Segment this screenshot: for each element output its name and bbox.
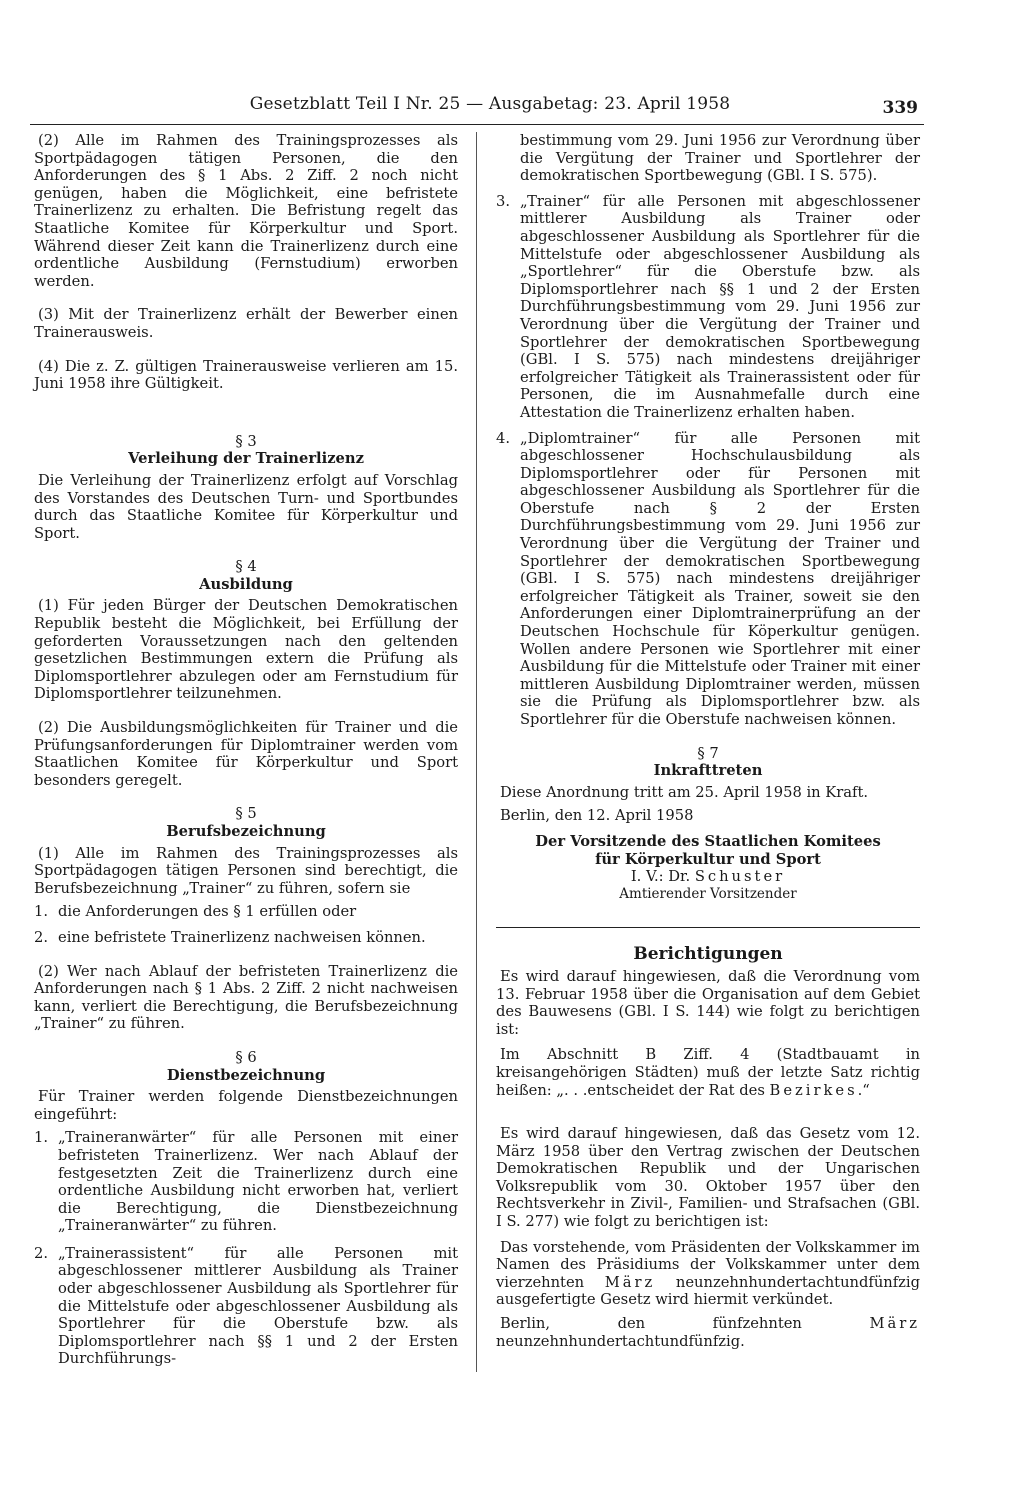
left-column — [34, 132, 458, 1368]
section-rule — [496, 927, 920, 928]
correction-2-text: Es wird darauf hingewiesen, daß das Gesetz vom 12. März 1958 über den Vertrag zwischen der Deutschen Demokratischen Republik und der Ungarischen Volksrepublik vom 30. Oktober 1957 über den Rechtsverkehr in Zivil-, Familien- und Strafsachen (GBl. I S. 277) wie folgt zu berichtigen ist: — [496, 1125, 920, 1231]
section-6-number: § 6 — [235, 1048, 257, 1066]
signature-role: Amtierender Vorsitzender — [619, 885, 797, 902]
correction-1-quote: Im Abschnitt B Ziff. 4 (Stadtbauamt in kreisangehörigen Städten) muß der letzte Satz richtig heißen: „. . .entscheidet der Rat des Bezirkes.“ — [496, 1046, 920, 1099]
correction-2-closing: Berlin, den fünfzehnten März neunzehnhundertachtundfünfzig. — [496, 1315, 920, 1350]
list-item: 1. „Traineranwärter“ für alle Personen mit einer befristeten Trainerlizenz. Wer nach Ablauf der festgesetzten Zeit die Trainerlizenz durch eine ordentliche Ausbildung nicht erworben hat, verliert die Berechtigung, die Dienstbezeichnung „Traineranwärter“ zu führen. — [34, 1129, 458, 1235]
section-4-paragraph-2: (2) Die Ausbildungsmöglichkeiten für Trainer und die Prüfungsanforderungen für Diplomtrainer werden vom Staatlichen Komitee für Körperkultur und Sport besonders geregelt. — [34, 719, 458, 789]
section-6-intro: Für Trainer werden folgende Dienstbezeichnungen eingeführt: — [34, 1088, 458, 1123]
list-item: 4. „Diplomtrainer“ für alle Personen mit abgeschlossener Hochschulausbildung als Diplomsportlehrer oder für Personen mit abgeschlossener Ausbildung als Sportlehrer für die Oberstufe nach § 2 der Ersten Durchführungsbestimmung vom 29. Juni 1956 zur Verordnung über die Vergütung der Trainer und Sportlehrer der demokratischen Sportbewegung (GBl. I S. 575) nach mindestens dreijähriger erfolgreicher Tätigkeit als Trainer, soweit sie den Anforderungen einer Diplomtrainerprüfung an der Deutschen Hochschule für Köperkultur genügen. Wollen andere Personen wie Sportlehrer mit einer Ausbildung für die Mittelstufe oder Trainer mit einer mittleren Ausbildung Diplomtrainer werden, müssen sie die Prüfung als Diplomsportlehrer bzw. als Sportlehrer für die Oberstufe nachweisen können. — [496, 429, 920, 728]
list-item: 2. „Trainerassistent“ für alle Personen mit abgeschlossener mittlerer Ausbildung als Trainer oder abgeschlossener Ausbildung als Sportlehrer für die Mittelstufe oder abgeschlossener Ausbildung als Sportlehrer für die Oberstufe bzw. als Diplomsportlehrer nach §§ 1 und 2 der Ersten Durchführungs- — [34, 1244, 458, 1368]
signature-name: Schuster — [694, 868, 786, 886]
list-item-continuation: bestimmung vom 29. Juni 1956 zur Verordnung über die Vergütung der Trainer und Sportlehrer der demokratischen Sportbewegung (GBl. I S. 575). — [520, 132, 920, 185]
section-6-title: Dienstbezeichnung — [166, 1066, 326, 1084]
header-title: Gesetzblatt Teil I Nr. 25 — Ausgabetag: 23. April 1958 — [249, 94, 731, 114]
paragraph-2-3: (3) Mit der Trainerlizenz erhält der Bewerber einen Trainerausweis. — [34, 306, 458, 341]
right-column — [496, 132, 920, 1350]
list-item: 2. eine befristete Trainerlizenz nachweisen können. — [34, 928, 426, 946]
page-header — [30, 94, 924, 125]
section-7-number: § 7 — [697, 744, 719, 762]
correction-2-quote: Das vorstehende, vom Präsidenten der Volkskammer im Namen des Präsidiums der Volkskammer unter dem vierzehnten März neunzehnhundertachtundfünfzig ausgefertigte Gesetz wird hiermit verkündet. — [496, 1238, 921, 1309]
paragraph-2-4: (4) Die z. Z. gültigen Trainerausweise verlieren am 15. Juni 1958 ihre Gültigkeit. — [34, 357, 458, 393]
section-5-paragraph-2: (2) Wer nach Ablauf der befristeten Trainerlizenz die Anforderungen nach § 1 Abs. 2 Ziff. 2 nicht nachweisen kann, verliert die Berechtigung, die Berufsbezeichnung „Trainer“ zu führen. — [34, 962, 458, 1033]
section-4-title: Ausbildung — [199, 575, 293, 593]
section-5-title: Berufsbezeichnung — [166, 823, 326, 840]
correction-1-text: Es wird darauf hingewiesen, daß die Verordnung vom 13. Februar 1958 über die Organisation auf dem Gebiet des Bauwesens (GBl. I S. 144) wie folgt zu berichtigen ist: — [496, 967, 920, 1038]
list-item: 3. „Trainer“ für alle Personen mit abgeschlossener mittlerer Ausbildung als Trainer oder abgeschlossener Ausbildung als Sportlehrer für die Mittelstufe oder abgeschlossener Ausbildung als „Sportlehrer“ für die Oberstufe bzw. als Diplomsportlehrer nach §§ 1 und 2 der Ersten Durchführungsbestimmung vom 29. Juni 1956 zur Verordnung über die Vergütung der Trainer und Sportlehrer der demokratischen Sportbewegung (GBl. I S. 575) nach mindestens dreijähriger erfolgreicher Tätigkeit als Trainerassistent oder für Personen, die im Ausnahmefalle durch eine Attestation die Trainerlizenz erhalten haben. — [496, 192, 920, 421]
signature-authority-line-1: Der Vorsitzende des Staatlichen Komitees — [535, 832, 881, 850]
section-3-number: § 3 — [235, 432, 257, 450]
signature-name-line — [496, 868, 920, 886]
section-3-title: Verleihung der Trainerlizenz — [128, 450, 364, 468]
section-7-text: Diese Anordnung tritt am 25. April 1958 in Kraft. — [500, 783, 869, 801]
section-7-title: Inkrafttreten — [653, 762, 763, 780]
section-4-paragraph-1: (1) Für jeden Bürger der Deutschen Demokratischen Republik besteht die Möglichkeit, bei Erfüllung der geforderten Voraussetzungen nach den geltenden gesetzlichen Bestimmungen extern die Prüfung als Diplomsportlehrer abzulegen oder am Fernstudium für Diplomsportlehrer teilzunehmen. — [34, 597, 458, 703]
signature-authority-line-2: für Körperkultur und Sport — [595, 850, 821, 868]
signature-prefix: I. V.: Dr. — [630, 868, 691, 886]
list-item: 1. die Anforderungen des § 1 erfüllen oder — [34, 903, 357, 921]
paragraph-2-2: (2) Alle im Rahmen des Trainingsprozesses als Sportpädagogen tätigen Personen, die den Anforderungen des § 1 Abs. 2 Ziff. 2 noch nicht genügen, haben die Möglichkeit, eine befristete Trainerlizenz zu erhalten. Die Befristung regelt das Staatliche Komitee für Körperkultur und Sport. Während dieser Zeit kann die Trainerlizenz durch eine ordentliche Ausbildung (Fernstudium) erworben werden. — [34, 132, 458, 290]
place-date: Berlin, den 12. April 1958 — [500, 807, 694, 825]
page-number: 339 — [882, 98, 918, 118]
column-divider — [476, 132, 477, 1372]
section-5-paragraph-1: (1) Alle im Rahmen des Trainingsprozesses als Sportpädagogen tätigen Personen sind berechtigt, die Berufsbezeichnung „Trainer“ zu führen, sofern sie — [34, 844, 458, 897]
corrections-title: Berichtigungen — [633, 944, 783, 965]
section-4-number: § 4 — [235, 558, 257, 576]
section-3-text: Die Verleihung der Trainerlizenz erfolgt auf Vorschlag des Vorstandes des Deutschen Turn- und Sportbundes durch das Staatliche Komitee für Körperkultur und Sport. — [34, 471, 458, 542]
section-5-number: § 5 — [235, 805, 257, 823]
